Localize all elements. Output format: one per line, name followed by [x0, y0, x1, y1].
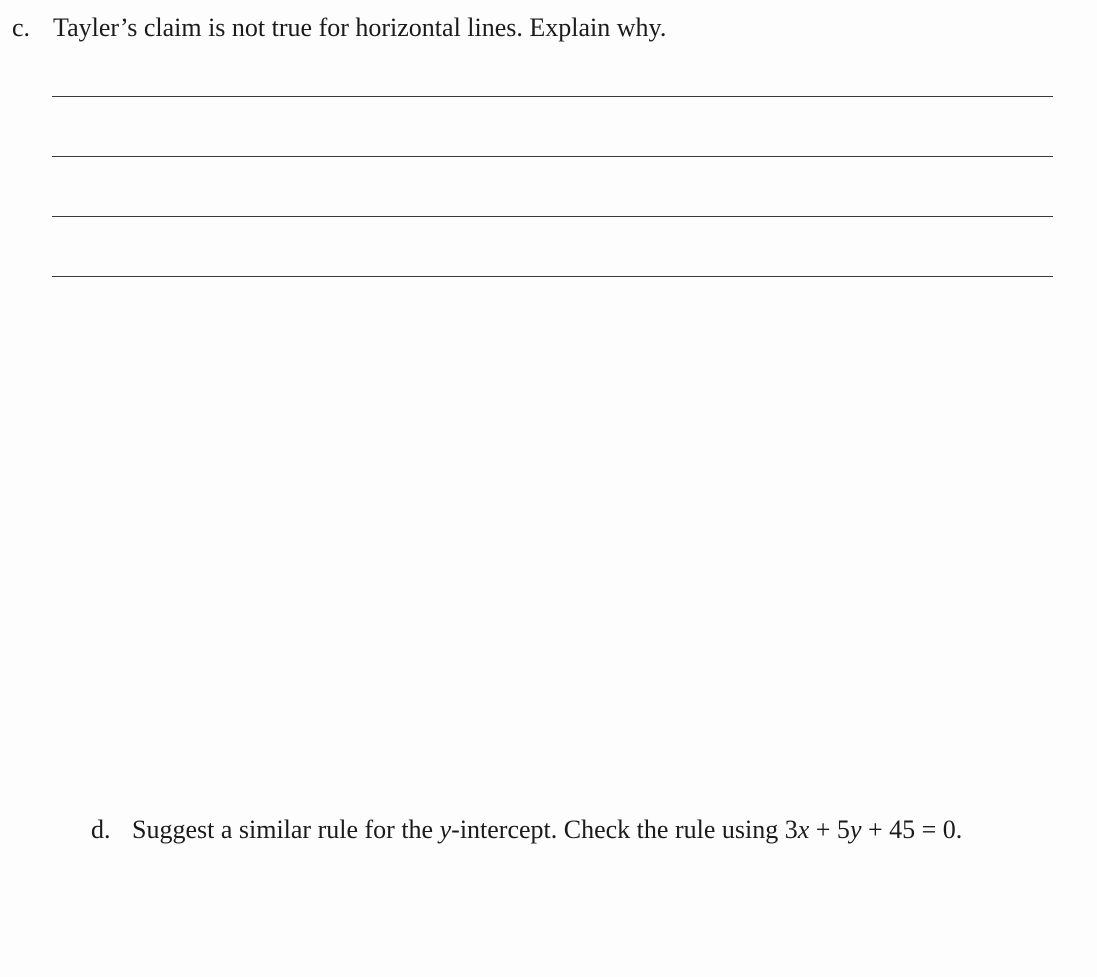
question-c — [12, 12, 666, 44]
answer-line-4[interactable] — [52, 276, 1053, 277]
answer-line-1[interactable] — [52, 96, 1053, 97]
equation-y: y — [849, 815, 862, 844]
question-d-variable: y — [439, 815, 452, 844]
equation-plus-5: + 5 — [809, 815, 850, 844]
equation-x: x — [797, 815, 810, 844]
answer-line-2[interactable] — [52, 156, 1053, 157]
question-d-text-before: Suggest a similar rule for the — [132, 815, 440, 844]
question-d-letter: d. — [91, 815, 111, 844]
equation-coef-3: 3 — [784, 815, 798, 844]
answer-line-3[interactable] — [52, 216, 1053, 217]
question-d — [91, 814, 962, 846]
equation-rest: + 45 = 0. — [861, 815, 963, 844]
question-c-letter: c. — [12, 13, 31, 42]
question-d-text-middle: -intercept. Check the rule using — [451, 815, 785, 844]
equation — [785, 815, 963, 844]
question-c-text: Tayler’s claim is not true for horizontal lines. Explain why. — [53, 13, 667, 42]
